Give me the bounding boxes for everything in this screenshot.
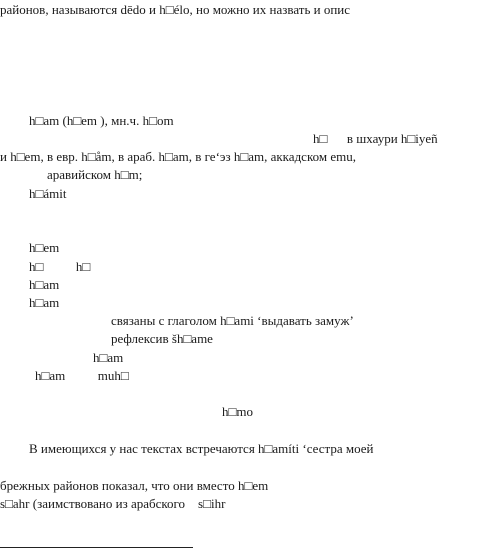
text-line: h□am [29,295,60,310]
text-line: и h□em, в евр. h□åm, в араб. h□am, в ге‘эз h□am, аккадском emu, [0,149,356,164]
text-line: районов, называются dēdo и h□élo, но можно их назвать и опис [0,2,351,17]
text-line: связаны с глаголом h□ami ‘выдавать замуж’ [111,313,354,328]
text-line: h□am muh□ [35,368,129,383]
text-line: брежных районов показал, что они вместо h□em [0,478,269,493]
text-line: h□am (h□em ), мн.ч. h□om [29,113,174,128]
text-line: h□ámit [29,186,67,201]
footnote-rule [0,547,193,548]
text-line: h□ h□ [29,259,91,274]
text-line: s□ahr (заимствовано из арабского s□ihr [0,496,226,511]
text-line: h□am [29,277,60,292]
text-line: В имеющихся у нас текстах встречаются h□amíti ‘сестра моей [29,441,374,456]
text-line: h□ в шхаури h□iyeñ [313,131,438,146]
text-line: h□em [29,240,60,255]
text-line: рефлексив šh□ame [111,331,213,346]
text-line: h□am [93,350,124,365]
text-line: h□mo [222,404,253,419]
text-line: аравийском h□m; [47,167,143,182]
